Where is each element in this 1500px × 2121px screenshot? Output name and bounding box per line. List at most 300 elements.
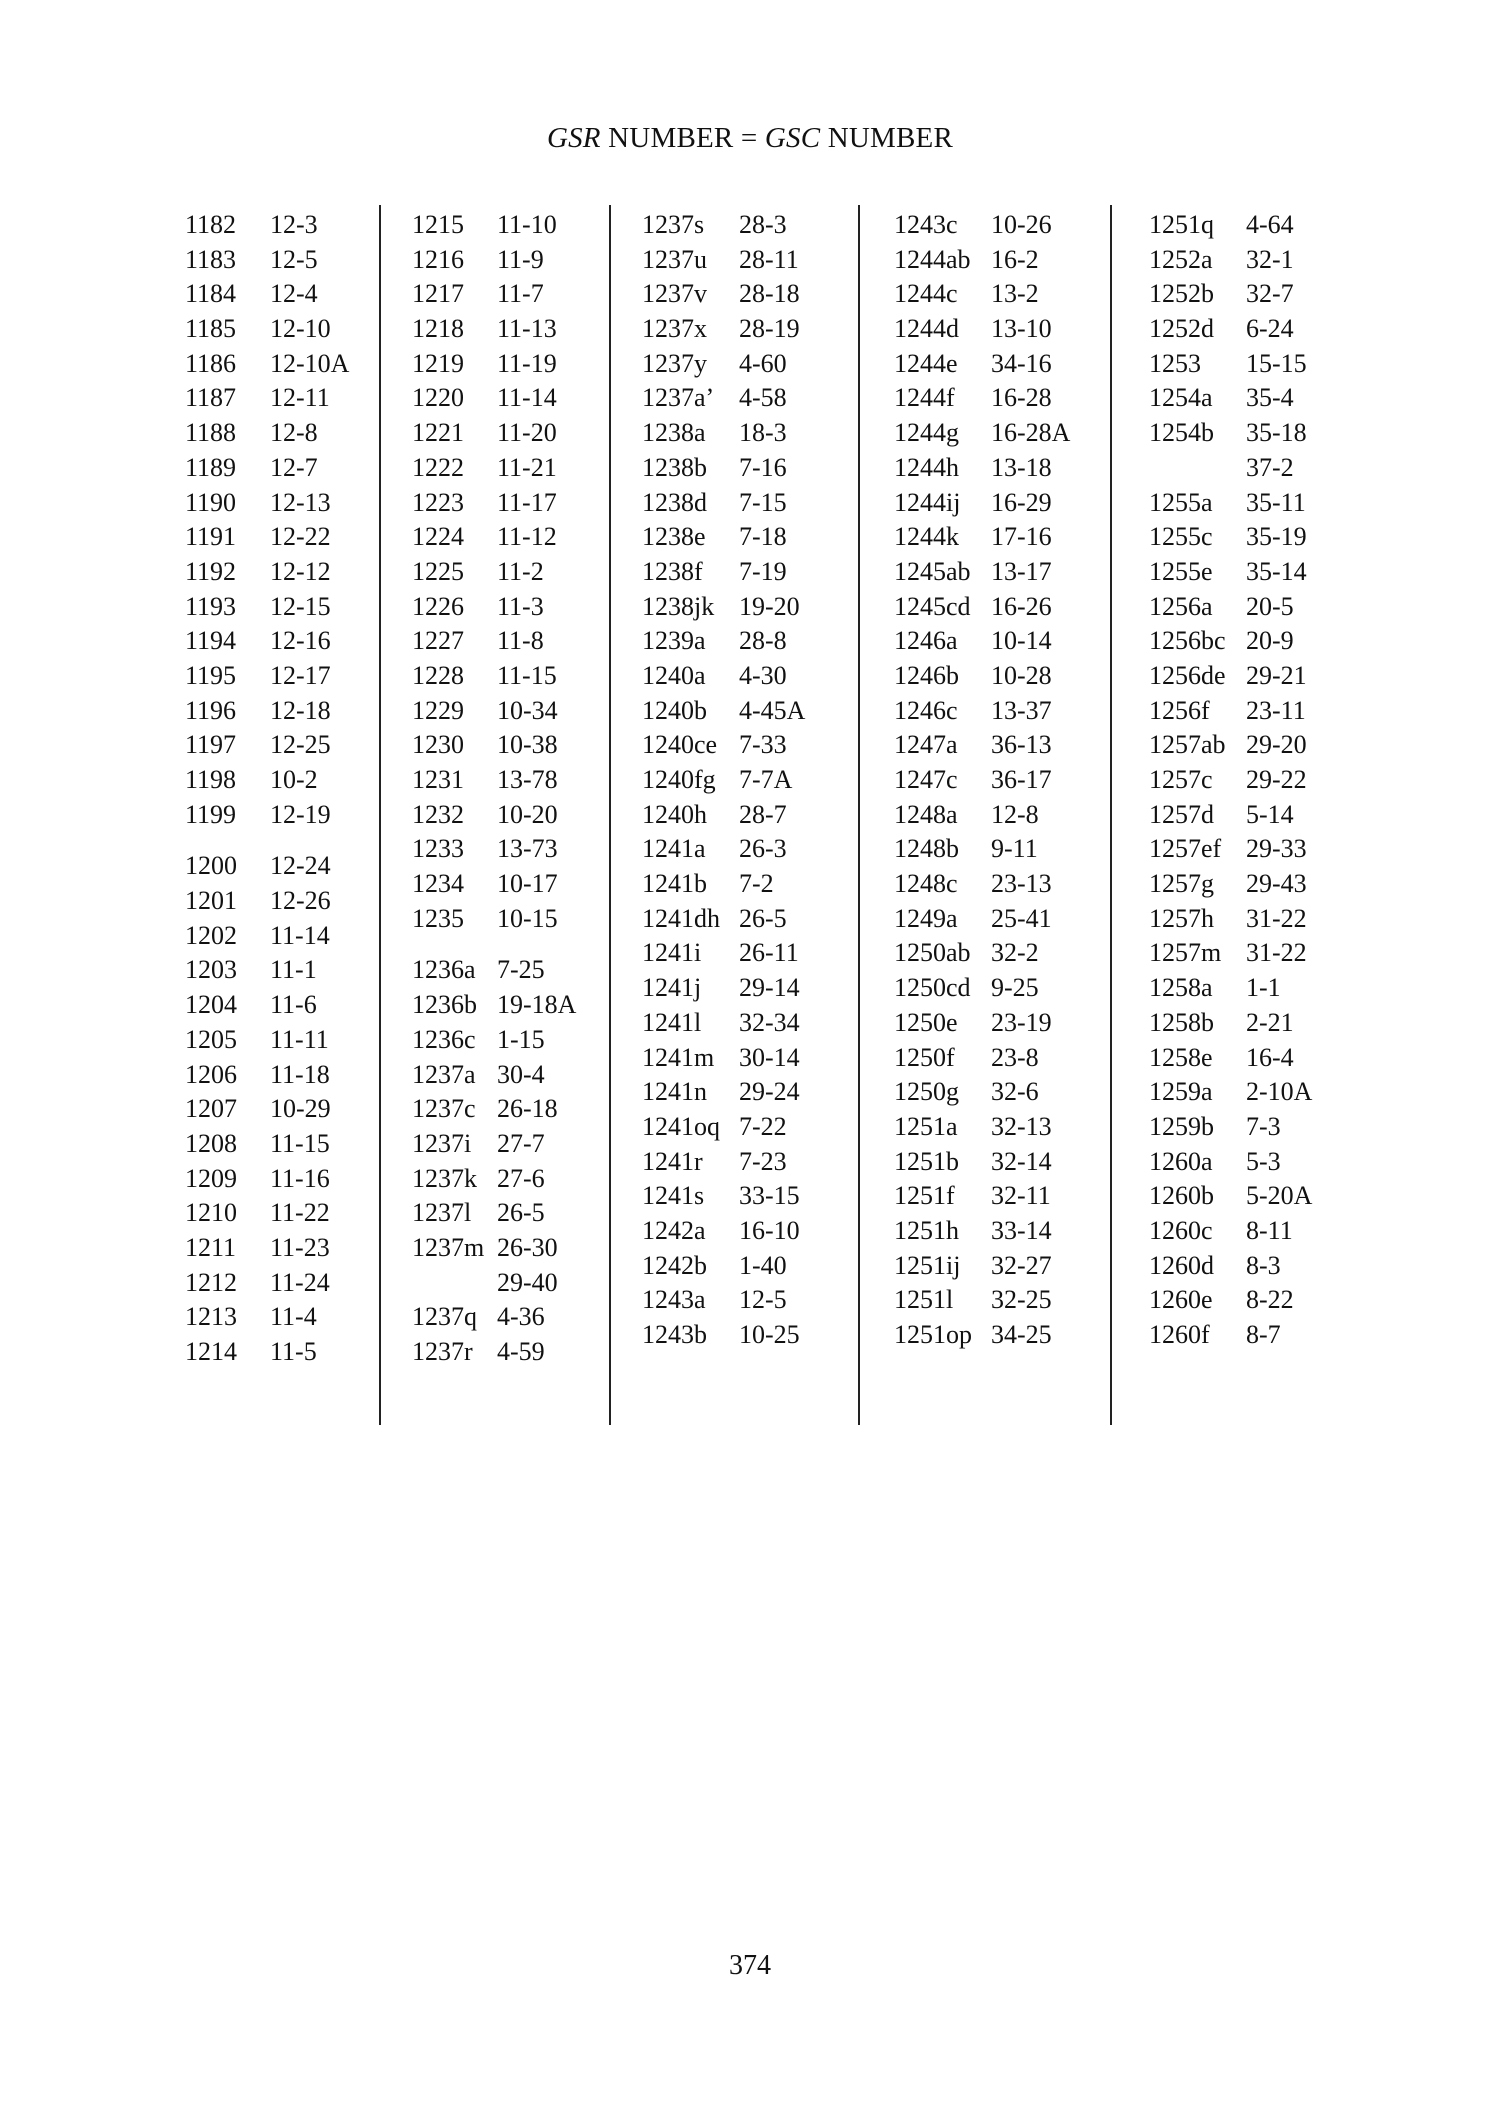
- gsr-number: 1241s: [642, 1181, 705, 1211]
- gsc-number: 28-8: [739, 626, 787, 656]
- gsc-number: 10-15: [497, 903, 558, 933]
- gsr-number: 1256a: [1149, 591, 1213, 621]
- gsc-number: 18-3: [739, 418, 787, 448]
- gsc-number: 32-27: [991, 1250, 1052, 1280]
- gsr-number: 1232: [412, 799, 464, 829]
- gsc-number: 23-19: [991, 1007, 1052, 1037]
- gsr-number: 1256f: [1149, 695, 1210, 725]
- gsc-number: 7-18: [739, 522, 787, 552]
- gsc-number: 12-16: [270, 626, 331, 656]
- gsc-number: 35-18: [1246, 418, 1307, 448]
- gsc-number: 8-7: [1246, 1320, 1281, 1349]
- gsr-number: 1183: [185, 244, 237, 274]
- gsr-number: 1216: [412, 244, 464, 274]
- gsc-number: 16-10: [739, 1215, 800, 1245]
- gsr-number: 1211: [185, 1232, 237, 1262]
- gsr-number: 1210: [185, 1198, 237, 1228]
- gsr-number: 1249a: [894, 903, 958, 933]
- gsc-number: 10-29: [270, 1094, 331, 1124]
- gsc-number: 10-34: [497, 695, 558, 725]
- gsc-number: 32-11: [991, 1181, 1051, 1211]
- gsr-number: 1260c: [1149, 1215, 1213, 1245]
- gsr-number: 1237s: [642, 210, 705, 239]
- gsr-number: 1198: [185, 765, 237, 794]
- gsc-number: 35-11: [1246, 487, 1306, 517]
- gsr-number: 1234: [412, 869, 464, 899]
- gsc-number: 7-7A: [739, 765, 793, 794]
- gsc-number: 11-8: [497, 626, 544, 656]
- gsc-number: 29-40: [497, 1267, 558, 1297]
- gsc-number: 32-6: [991, 1077, 1039, 1107]
- gsr-number: 1237i: [412, 1128, 472, 1158]
- gsr-number: 1257h: [1149, 903, 1214, 933]
- gsc-number: 4-36: [497, 1302, 545, 1332]
- gsc-number: 36-17: [991, 765, 1052, 794]
- gsc-number: 10-14: [991, 626, 1052, 656]
- gsr-number: 1244e: [894, 348, 958, 378]
- gsr-number: 1207: [185, 1094, 237, 1124]
- gsc-number: 7-19: [739, 556, 787, 586]
- gsr-number: 1244ij: [894, 487, 961, 517]
- gsr-number: 1237y: [642, 348, 707, 378]
- gsr-number: 1250cd: [894, 973, 971, 1003]
- gsr-number: 1256de: [1149, 660, 1226, 690]
- gsr-number: 1231: [412, 765, 464, 794]
- gsr-number: 1241a: [642, 834, 706, 864]
- gsc-number: 11-16: [270, 1163, 330, 1193]
- gsc-number: 17-16: [991, 522, 1052, 552]
- gsc-number: 11-20: [497, 418, 557, 448]
- gsr-number: 1241dh: [642, 903, 720, 933]
- gsr-number: 1244c: [894, 279, 958, 309]
- gsr-number: 1256bc: [1149, 626, 1226, 656]
- gsr-number: 1241n: [642, 1077, 707, 1107]
- gsc-number: 32-34: [739, 1007, 800, 1037]
- gsr-number: 1238jk: [642, 591, 715, 621]
- gsr-number: 1206: [185, 1059, 237, 1089]
- gsr-number: 1219: [412, 348, 464, 378]
- gsr-label: GSR: [546, 122, 601, 154]
- gsc-number: 29-33: [1246, 834, 1307, 864]
- gsr-number: 1252b: [1149, 279, 1214, 309]
- gsc-number: 28-7: [739, 799, 787, 829]
- gsr-number: 1241m: [642, 1042, 715, 1072]
- gsr-number: 1238a: [642, 418, 706, 448]
- gsc-number: 32-25: [991, 1285, 1052, 1315]
- gsr-number: 1242b: [642, 1250, 707, 1280]
- gsr-number: 1238f: [642, 556, 703, 586]
- gsr-number: 1239a: [642, 626, 706, 656]
- gsc-number: 29-43: [1246, 869, 1307, 899]
- gsr-number: 1241r: [642, 1146, 703, 1176]
- gsc-number: 11-13: [497, 314, 557, 344]
- gsr-number: 1229: [412, 695, 464, 725]
- column-divider-3: [858, 205, 860, 1425]
- gsc-number: 11-15: [270, 1128, 330, 1158]
- gsr-number: 1224: [412, 522, 464, 552]
- gsc-number: 32-2: [991, 938, 1039, 968]
- gsr-number: 1251b: [894, 1146, 959, 1176]
- gsr-number: 1236a: [412, 955, 476, 985]
- gsc-number: 26-30: [497, 1232, 558, 1262]
- gsr-number: 1237k: [412, 1163, 477, 1193]
- gsc-number: 11-6: [270, 990, 317, 1020]
- gsr-number: 1237v: [642, 279, 707, 309]
- gsr-number: 1257ef: [1149, 834, 1222, 864]
- gsc-number: 29-14: [739, 973, 800, 1003]
- column-divider-4: [1110, 205, 1112, 1425]
- gsr-number: 1247a: [894, 730, 958, 760]
- gsc-number: 32-14: [991, 1146, 1052, 1176]
- gsc-number: 7-22: [739, 1111, 787, 1141]
- gsr-number: 1237c: [412, 1094, 476, 1124]
- gsr-number: 1204: [185, 990, 237, 1020]
- gsc-number: 35-14: [1246, 556, 1307, 586]
- gsc-number: 10-26: [991, 210, 1052, 239]
- gsr-number: 1248b: [894, 834, 959, 864]
- gsr-number: 1214: [185, 1337, 237, 1366]
- gsr-number: 1241l: [642, 1007, 702, 1037]
- gsc-number: 8-22: [1246, 1285, 1294, 1315]
- gsr-number: 1208: [185, 1128, 237, 1158]
- gsc-number: 12-12: [270, 556, 331, 586]
- gsr-number: 1259b: [1149, 1111, 1214, 1141]
- gsc-number: 12-19: [270, 799, 331, 829]
- gsr-number: 1252a: [1149, 244, 1213, 274]
- page-number: 374: [729, 1950, 771, 1981]
- gsc-number: 11-7: [497, 279, 544, 309]
- gsr-number: 1240fg: [642, 765, 716, 794]
- gsc-number: 30-4: [497, 1059, 545, 1089]
- gsr-number: 1246a: [894, 626, 958, 656]
- gsc-number: 30-14: [739, 1042, 800, 1072]
- gsr-number: 1195: [185, 660, 237, 690]
- gsr-number: 1237m: [412, 1232, 485, 1262]
- gsc-number: 12-5: [739, 1285, 787, 1315]
- gsc-number: 10-20: [497, 799, 558, 829]
- gsc-number: 25-41: [991, 903, 1052, 933]
- gsr-number: 1257d: [1149, 799, 1214, 829]
- gsr-number: 1250e: [894, 1007, 958, 1037]
- gsr-number: 1253: [1149, 348, 1201, 378]
- gsr-number: 1251op: [894, 1320, 972, 1349]
- gsc-number: 4-60: [739, 348, 787, 378]
- gsr-number: 1226: [412, 591, 464, 621]
- gsr-number: 1257ab: [1149, 730, 1226, 760]
- gsc-number: 11-14: [270, 920, 330, 950]
- gsr-number: 1258b: [1149, 1007, 1214, 1037]
- gsr-number: 1245cd: [894, 591, 971, 621]
- gsc-number: 7-3: [1246, 1111, 1281, 1141]
- gsc-number: 27-6: [497, 1163, 545, 1193]
- gsr-number: 1221: [412, 418, 464, 448]
- gsr-number: 1260f: [1149, 1320, 1210, 1349]
- gsr-number: 1184: [185, 279, 237, 309]
- gsc-number: 36-13: [991, 730, 1052, 760]
- gsc-number: 4-45A: [739, 695, 806, 725]
- gsr-number: 1230: [412, 730, 464, 760]
- gsc-number: 34-25: [991, 1320, 1052, 1349]
- gsr-number: 1260b: [1149, 1181, 1214, 1211]
- gsc-number: 12-15: [270, 591, 331, 621]
- gsr-number: 1258e: [1149, 1042, 1213, 1072]
- gsr-number: 1237a’: [642, 383, 715, 413]
- gsc-number: 12-10: [270, 314, 331, 344]
- gsr-number: 1246c: [894, 695, 958, 725]
- gsr-number: 1255e: [1149, 556, 1213, 586]
- gsr-number: 1201: [185, 886, 237, 916]
- gsr-number: 1217: [412, 279, 464, 309]
- gsc-number: 11-3: [497, 591, 544, 621]
- gsr-number: 1250g: [894, 1077, 959, 1107]
- gsr-number: 1199: [185, 799, 237, 829]
- gsc-number: 11-24: [270, 1267, 330, 1297]
- gsr-number: 1200: [185, 851, 237, 881]
- gsc-number: 8-11: [1246, 1215, 1293, 1245]
- gsc-number: 10-38: [497, 730, 558, 760]
- gsr-number: 1244ab: [894, 244, 971, 274]
- gsc-number: 33-15: [739, 1181, 800, 1211]
- gsc-number: 16-26: [991, 591, 1052, 621]
- gsc-number: 29-21: [1246, 660, 1307, 690]
- gsc-number: 2-21: [1246, 1007, 1294, 1037]
- gsc-number: 9-11: [991, 834, 1038, 864]
- gsr-number: 1233: [412, 834, 464, 864]
- gsr-number: 1238e: [642, 522, 706, 552]
- gsr-number: 1190: [185, 487, 237, 517]
- gsr-number: 1251f: [894, 1181, 955, 1211]
- gsr-number: 1223: [412, 487, 464, 517]
- gsc-number: 19-20: [739, 591, 800, 621]
- gsc-number: 1-15: [497, 1024, 545, 1054]
- gsc-number: 20-5: [1246, 591, 1294, 621]
- gsr-number: 1260d: [1149, 1250, 1214, 1280]
- gsr-number: 1251h: [894, 1215, 959, 1245]
- gsc-number: 15-15: [1246, 348, 1307, 378]
- gsr-number: 1240ce: [642, 730, 718, 760]
- gsc-number: 12-22: [270, 522, 331, 552]
- gsr-number: 1240b: [642, 695, 707, 725]
- gsc-number: 28-3: [739, 210, 787, 239]
- gsr-number: 1241j: [642, 973, 702, 1003]
- gsr-number: 1237u: [642, 244, 707, 274]
- gsr-number: 1243a: [642, 1285, 706, 1315]
- gsr-number: 1251q: [1149, 210, 1214, 239]
- gsr-number: 1246b: [894, 660, 959, 690]
- gsr-number: 1228: [412, 660, 464, 690]
- gsr-number: 1191: [185, 522, 237, 552]
- gsc-number: 31-22: [1246, 938, 1307, 968]
- gsc-number: 27-7: [497, 1128, 545, 1158]
- number-label-1: NUMBER =: [600, 122, 765, 154]
- gsr-number: 1260e: [1149, 1285, 1213, 1315]
- gsc-number: 11-22: [270, 1198, 330, 1228]
- gsr-number: 1237q: [412, 1302, 477, 1332]
- gsc-number: 12-3: [270, 210, 318, 239]
- gsr-number: 1189: [185, 452, 237, 482]
- gsr-number: 1203: [185, 955, 237, 985]
- gsr-number: 1254b: [1149, 418, 1214, 448]
- gsc-number: 23-13: [991, 869, 1052, 899]
- gsc-number: 13-2: [991, 279, 1039, 309]
- gsc-number: 11-10: [497, 210, 557, 239]
- gsc-number: 16-28A: [991, 418, 1071, 448]
- gsc-number: 19-18A: [497, 990, 577, 1020]
- gsc-number: 12-13: [270, 487, 331, 517]
- gsc-number: 12-25: [270, 730, 331, 760]
- gsr-number: 1236b: [412, 990, 477, 1020]
- gsr-number: 1237r: [412, 1337, 473, 1366]
- gsc-number: 13-17: [991, 556, 1052, 586]
- gsc-label: GSC: [764, 122, 821, 154]
- gsr-number: 1243c: [894, 210, 958, 239]
- gsr-number: 1259a: [1149, 1077, 1213, 1107]
- gsc-number: 26-5: [497, 1198, 545, 1228]
- gsc-number: 12-24: [270, 851, 331, 881]
- gsr-number: 1251l: [894, 1285, 954, 1315]
- gsc-number: 7-16: [739, 452, 787, 482]
- gsr-number: 1257c: [1149, 765, 1213, 794]
- gsr-number: 1243b: [642, 1320, 707, 1349]
- gsc-number: 6-24: [1246, 314, 1294, 344]
- gsc-number: 34-16: [991, 348, 1052, 378]
- gsc-number: 5-3: [1246, 1146, 1281, 1176]
- gsc-number: 11-11: [270, 1024, 329, 1054]
- gsc-number: 12-11: [270, 383, 330, 413]
- gsc-number: 13-78: [497, 765, 558, 794]
- gsr-number: 1194: [185, 626, 237, 656]
- gsr-number: 1187: [185, 383, 237, 413]
- gsr-number: 1238d: [642, 487, 707, 517]
- gsr-number: 1245ab: [894, 556, 971, 586]
- gsc-number: 9-25: [991, 973, 1039, 1003]
- gsr-number: 1251ij: [894, 1250, 961, 1280]
- gsc-number: 13-73: [497, 834, 558, 864]
- gsr-number: 1244d: [894, 314, 959, 344]
- gsc-number: 35-4: [1246, 383, 1294, 413]
- gsr-number: 1242a: [642, 1215, 706, 1245]
- gsc-number: 4-59: [497, 1337, 545, 1366]
- page-title: [0, 122, 1500, 155]
- gsc-number: 13-18: [991, 452, 1052, 482]
- gsc-number: 2-10A: [1246, 1077, 1313, 1107]
- gsc-number: 10-17: [497, 869, 558, 899]
- gsc-number: 11-15: [497, 660, 557, 690]
- gsc-number: 37-2: [1246, 452, 1294, 482]
- gsc-number: 28-11: [739, 244, 799, 274]
- gsc-number: 10-2: [270, 765, 318, 794]
- gsr-number: 1235: [412, 903, 464, 933]
- gsr-number: 1193: [185, 591, 237, 621]
- gsc-number: 11-18: [270, 1059, 330, 1089]
- gsr-number: 1250f: [894, 1042, 955, 1072]
- gsr-number: 1254a: [1149, 383, 1213, 413]
- gsr-number: 1225: [412, 556, 464, 586]
- gsr-number: 1248a: [894, 799, 958, 829]
- gsr-number: 1248c: [894, 869, 958, 899]
- gsr-number: 1257g: [1149, 869, 1214, 899]
- gsc-number: 12-8: [991, 799, 1039, 829]
- gsr-number: 1202: [185, 920, 237, 950]
- gsc-number: 12-5: [270, 244, 318, 274]
- gsr-number: 1212: [185, 1267, 237, 1297]
- gsr-number: 1244k: [894, 522, 959, 552]
- gsc-number: 7-23: [739, 1146, 787, 1176]
- gsr-number: 1188: [185, 418, 237, 448]
- gsr-number: 1237l: [412, 1198, 472, 1228]
- gsc-number: 5-14: [1246, 799, 1294, 829]
- gsr-number: 1247c: [894, 765, 958, 794]
- gsc-number: 5-20A: [1246, 1181, 1313, 1211]
- gsc-number: 13-37: [991, 695, 1052, 725]
- gsr-number: 1251a: [894, 1111, 958, 1141]
- gsc-number: 1-1: [1246, 973, 1281, 1003]
- gsr-number: 1205: [185, 1024, 237, 1054]
- gsr-number: 1196: [185, 695, 237, 725]
- gsc-number: 10-25: [739, 1320, 800, 1349]
- gsr-number: 1260a: [1149, 1146, 1213, 1176]
- gsr-number: 1213: [185, 1302, 237, 1332]
- gsr-number: 1244f: [894, 383, 955, 413]
- gsc-number: 35-19: [1246, 522, 1307, 552]
- gsc-number: 11-9: [497, 244, 544, 274]
- gsr-number: 1182: [185, 210, 237, 239]
- gsr-number: 1255a: [1149, 487, 1213, 517]
- gsc-number: 11-12: [497, 522, 557, 552]
- gsr-number: 1220: [412, 383, 464, 413]
- gsc-number: 4-64: [1246, 210, 1294, 239]
- gsc-number: 16-28: [991, 383, 1052, 413]
- gsr-number: 1241oq: [642, 1111, 720, 1141]
- gsc-number: 12-8: [270, 418, 318, 448]
- gsr-number: 1185: [185, 314, 237, 344]
- gsr-number: 1241b: [642, 869, 707, 899]
- gsc-number: 7-2: [739, 869, 774, 899]
- gsc-number: 20-9: [1246, 626, 1294, 656]
- gsc-number: 33-14: [991, 1215, 1052, 1245]
- gsr-number: 1236c: [412, 1024, 476, 1054]
- gsc-number: 10-28: [991, 660, 1052, 690]
- gsr-number: 1197: [185, 730, 237, 760]
- gsr-number: 1241i: [642, 938, 702, 968]
- gsc-number: 26-11: [739, 938, 799, 968]
- gsc-number: 32-1: [1246, 244, 1294, 274]
- gsr-number: 1250ab: [894, 938, 971, 968]
- gsc-number: 11-23: [270, 1232, 330, 1262]
- gsr-number: 1257m: [1149, 938, 1222, 968]
- gsc-number: 26-3: [739, 834, 787, 864]
- gsc-number: 12-10A: [270, 348, 350, 378]
- gsr-number: 1192: [185, 556, 237, 586]
- gsc-number: 12-26: [270, 886, 331, 916]
- gsc-number: 23-11: [1246, 695, 1306, 725]
- gsc-number: 29-22: [1246, 765, 1307, 794]
- gsc-number: 12-7: [270, 452, 318, 482]
- gsr-number: 1237x: [642, 314, 707, 344]
- gsc-number: 31-22: [1246, 903, 1307, 933]
- gsr-number: 1252d: [1149, 314, 1214, 344]
- number-label-2: NUMBER: [820, 122, 954, 154]
- gsc-number: 28-19: [739, 314, 800, 344]
- gsr-number: 1244g: [894, 418, 959, 448]
- gsc-number: 7-25: [497, 955, 545, 985]
- gsc-number: 12-4: [270, 279, 318, 309]
- gsc-number: 29-24: [739, 1077, 800, 1107]
- column-divider-2: [609, 205, 611, 1425]
- gsr-number: 1238b: [642, 452, 707, 482]
- gsc-number: 28-18: [739, 279, 800, 309]
- gsc-number: 12-17: [270, 660, 331, 690]
